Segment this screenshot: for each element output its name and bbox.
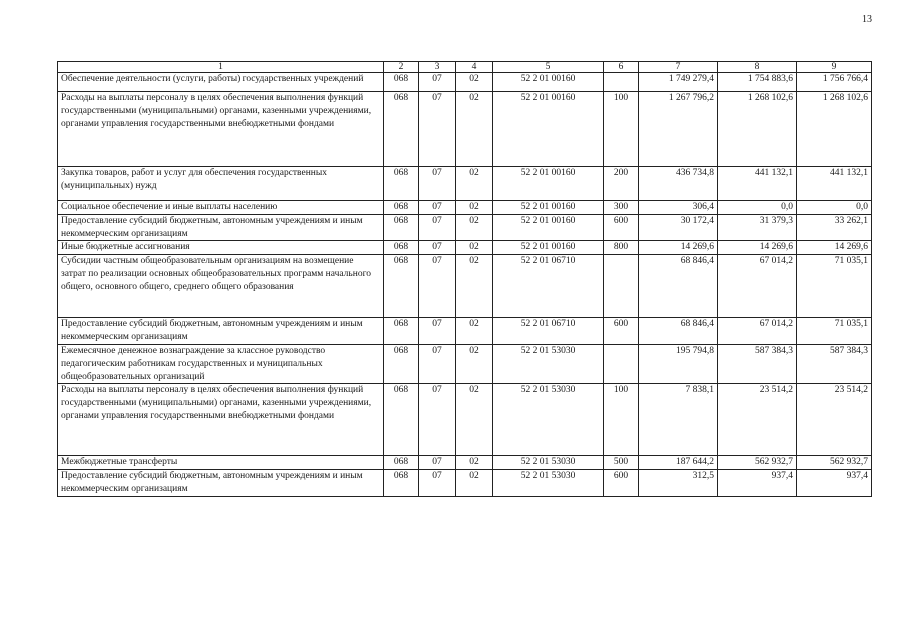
- section-code-cell: 07: [419, 201, 456, 215]
- amount-year2-cell: 587 384,3: [718, 344, 797, 383]
- expense-type-cell: 200: [604, 167, 639, 201]
- expense-type-cell: 600: [604, 214, 639, 241]
- expense-type-cell: 800: [604, 241, 639, 255]
- target-article-cell: 52 2 01 06710: [493, 318, 604, 345]
- amount-year2-cell: 31 379,3: [718, 214, 797, 241]
- amount-year3-cell: 937,4: [797, 470, 872, 497]
- column-number-header: 4: [456, 62, 493, 73]
- ministry-code-cell: 068: [384, 255, 419, 318]
- amount-year1-cell: 306,4: [639, 201, 718, 215]
- amount-year2-cell: 14 269,6: [718, 241, 797, 255]
- amount-year3-cell: 71 035,1: [797, 255, 872, 318]
- table-row: [58, 318, 872, 345]
- amount-year3-cell: 33 262,1: [797, 214, 872, 241]
- table-row: [58, 344, 872, 383]
- amount-year3-cell: 587 384,3: [797, 344, 872, 383]
- row-name-cell: Ежемесячное денежное вознаграждение за классное руководство педагогическим работникам государственных и муниципальных общеобразовательных организаций: [58, 344, 384, 383]
- column-number-header: 1: [58, 62, 384, 73]
- section-code-cell: 07: [419, 73, 456, 92]
- row-name-cell: Обеспечение деятельности (услуги, работы) государственных учреждений: [58, 73, 384, 92]
- target-article-cell: 52 2 01 53030: [493, 456, 604, 470]
- amount-year2-cell: 441 132,1: [718, 167, 797, 201]
- table-row: [58, 255, 872, 318]
- target-article-cell: 52 2 01 53030: [493, 470, 604, 497]
- target-article-cell: 52 2 01 00160: [493, 167, 604, 201]
- amount-year2-cell: 0,0: [718, 201, 797, 215]
- ministry-code-cell: 068: [384, 470, 419, 497]
- section-code-cell: 07: [419, 456, 456, 470]
- target-article-cell: 52 2 01 00160: [493, 241, 604, 255]
- table-row: [58, 201, 872, 215]
- column-number-header: 8: [718, 62, 797, 73]
- expense-type-cell: [604, 255, 639, 318]
- target-article-cell: 52 2 01 00160: [493, 214, 604, 241]
- table-row: [58, 92, 872, 167]
- amount-year3-cell: 1 756 766,4: [797, 73, 872, 92]
- subsection-code-cell: 02: [456, 92, 493, 167]
- expense-type-cell: [604, 73, 639, 92]
- row-name-cell: Социальное обеспечение и иные выплаты населению: [58, 201, 384, 215]
- subsection-code-cell: 02: [456, 456, 493, 470]
- table-header-row: [58, 62, 872, 73]
- subsection-code-cell: 02: [456, 470, 493, 497]
- section-code-cell: 07: [419, 344, 456, 383]
- column-number-header: 5: [493, 62, 604, 73]
- amount-year1-cell: 1 267 796,2: [639, 92, 718, 167]
- subsection-code-cell: 02: [456, 255, 493, 318]
- section-code-cell: 07: [419, 241, 456, 255]
- amount-year3-cell: 1 268 102,6: [797, 92, 872, 167]
- target-article-cell: 52 2 01 53030: [493, 384, 604, 456]
- column-number-header: 7: [639, 62, 718, 73]
- subsection-code-cell: 02: [456, 73, 493, 92]
- table-row: [58, 241, 872, 255]
- table-row: [58, 73, 872, 92]
- amount-year3-cell: 562 932,7: [797, 456, 872, 470]
- table-row: [58, 456, 872, 470]
- ministry-code-cell: 068: [384, 456, 419, 470]
- amount-year3-cell: 14 269,6: [797, 241, 872, 255]
- expense-type-cell: 600: [604, 318, 639, 345]
- amount-year1-cell: 436 734,8: [639, 167, 718, 201]
- ministry-code-cell: 068: [384, 73, 419, 92]
- column-number-header: 3: [419, 62, 456, 73]
- expense-type-cell: 300: [604, 201, 639, 215]
- amount-year3-cell: 441 132,1: [797, 167, 872, 201]
- table-row: [58, 167, 872, 201]
- expense-type-cell: 100: [604, 384, 639, 456]
- amount-year2-cell: 23 514,2: [718, 384, 797, 456]
- subsection-code-cell: 02: [456, 384, 493, 456]
- amount-year1-cell: 312,5: [639, 470, 718, 497]
- budget-table: [57, 61, 872, 497]
- row-name-cell: Предоставление субсидий бюджетным, автономным учреждениям и иным некоммерческим организациям: [58, 318, 384, 345]
- amount-year1-cell: 1 749 279,4: [639, 73, 718, 92]
- target-article-cell: 52 2 01 00160: [493, 201, 604, 215]
- row-name-cell: Межбюджетные трансферты: [58, 456, 384, 470]
- amount-year1-cell: 7 838,1: [639, 384, 718, 456]
- row-name-cell: Субсидии частным общеобразовательным организациям на возмещение затрат по реализации основных общеобразовательных программ начального общего, основного общего, среднего общего образования: [58, 255, 384, 318]
- section-code-cell: 07: [419, 167, 456, 201]
- expense-type-cell: 600: [604, 470, 639, 497]
- section-code-cell: 07: [419, 255, 456, 318]
- subsection-code-cell: 02: [456, 318, 493, 345]
- subsection-code-cell: 02: [456, 214, 493, 241]
- table-row: [58, 470, 872, 497]
- amount-year1-cell: 68 846,4: [639, 255, 718, 318]
- column-number-header: 2: [384, 62, 419, 73]
- column-number-header: 6: [604, 62, 639, 73]
- amount-year1-cell: 187 644,2: [639, 456, 718, 470]
- ministry-code-cell: 068: [384, 92, 419, 167]
- section-code-cell: 07: [419, 384, 456, 456]
- amount-year2-cell: 67 014,2: [718, 318, 797, 345]
- amount-year2-cell: 937,4: [718, 470, 797, 497]
- amount-year1-cell: 30 172,4: [639, 214, 718, 241]
- page-number: 13: [862, 14, 872, 25]
- amount-year2-cell: 1 754 883,6: [718, 73, 797, 92]
- section-code-cell: 07: [419, 318, 456, 345]
- amount-year1-cell: 14 269,6: [639, 241, 718, 255]
- ministry-code-cell: 068: [384, 241, 419, 255]
- expense-type-cell: [604, 344, 639, 383]
- ministry-code-cell: 068: [384, 201, 419, 215]
- amount-year3-cell: 23 514,2: [797, 384, 872, 456]
- target-article-cell: 52 2 01 00160: [493, 73, 604, 92]
- ministry-code-cell: 068: [384, 214, 419, 241]
- subsection-code-cell: 02: [456, 201, 493, 215]
- target-article-cell: 52 2 01 53030: [493, 344, 604, 383]
- ministry-code-cell: 068: [384, 344, 419, 383]
- target-article-cell: 52 2 01 00160: [493, 92, 604, 167]
- ministry-code-cell: 068: [384, 167, 419, 201]
- row-name-cell: Предоставление субсидий бюджетным, автономным учреждениям и иным некоммерческим организациям: [58, 214, 384, 241]
- table-row: [58, 214, 872, 241]
- row-name-cell: Предоставление субсидий бюджетным, автономным учреждениям и иным некоммерческим организациям: [58, 470, 384, 497]
- ministry-code-cell: 068: [384, 384, 419, 456]
- table-row: [58, 384, 872, 456]
- target-article-cell: 52 2 01 06710: [493, 255, 604, 318]
- expense-type-cell: 500: [604, 456, 639, 470]
- column-number-header: 9: [797, 62, 872, 73]
- amount-year1-cell: 68 846,4: [639, 318, 718, 345]
- section-code-cell: 07: [419, 470, 456, 497]
- amount-year3-cell: 71 035,1: [797, 318, 872, 345]
- section-code-cell: 07: [419, 214, 456, 241]
- row-name-cell: Расходы на выплаты персоналу в целях обеспечения выполнения функций государственными (муниципальными) органами, казенными учреждениями, органами управления государственными внебюджетными фондами: [58, 384, 384, 456]
- expense-type-cell: 100: [604, 92, 639, 167]
- amount-year1-cell: 195 794,8: [639, 344, 718, 383]
- subsection-code-cell: 02: [456, 167, 493, 201]
- amount-year2-cell: 67 014,2: [718, 255, 797, 318]
- subsection-code-cell: 02: [456, 241, 493, 255]
- row-name-cell: Иные бюджетные ассигнования: [58, 241, 384, 255]
- row-name-cell: Расходы на выплаты персоналу в целях обеспечения выполнения функций государственными (муниципальными) органами, казенными учреждениями, органами управления государственными внебюджетными фондами: [58, 92, 384, 167]
- amount-year2-cell: 562 932,7: [718, 456, 797, 470]
- row-name-cell: Закупка товаров, работ и услуг для обеспечения государственных (муниципальных) нужд: [58, 167, 384, 201]
- ministry-code-cell: 068: [384, 318, 419, 345]
- subsection-code-cell: 02: [456, 344, 493, 383]
- section-code-cell: 07: [419, 92, 456, 167]
- amount-year2-cell: 1 268 102,6: [718, 92, 797, 167]
- amount-year3-cell: 0,0: [797, 201, 872, 215]
